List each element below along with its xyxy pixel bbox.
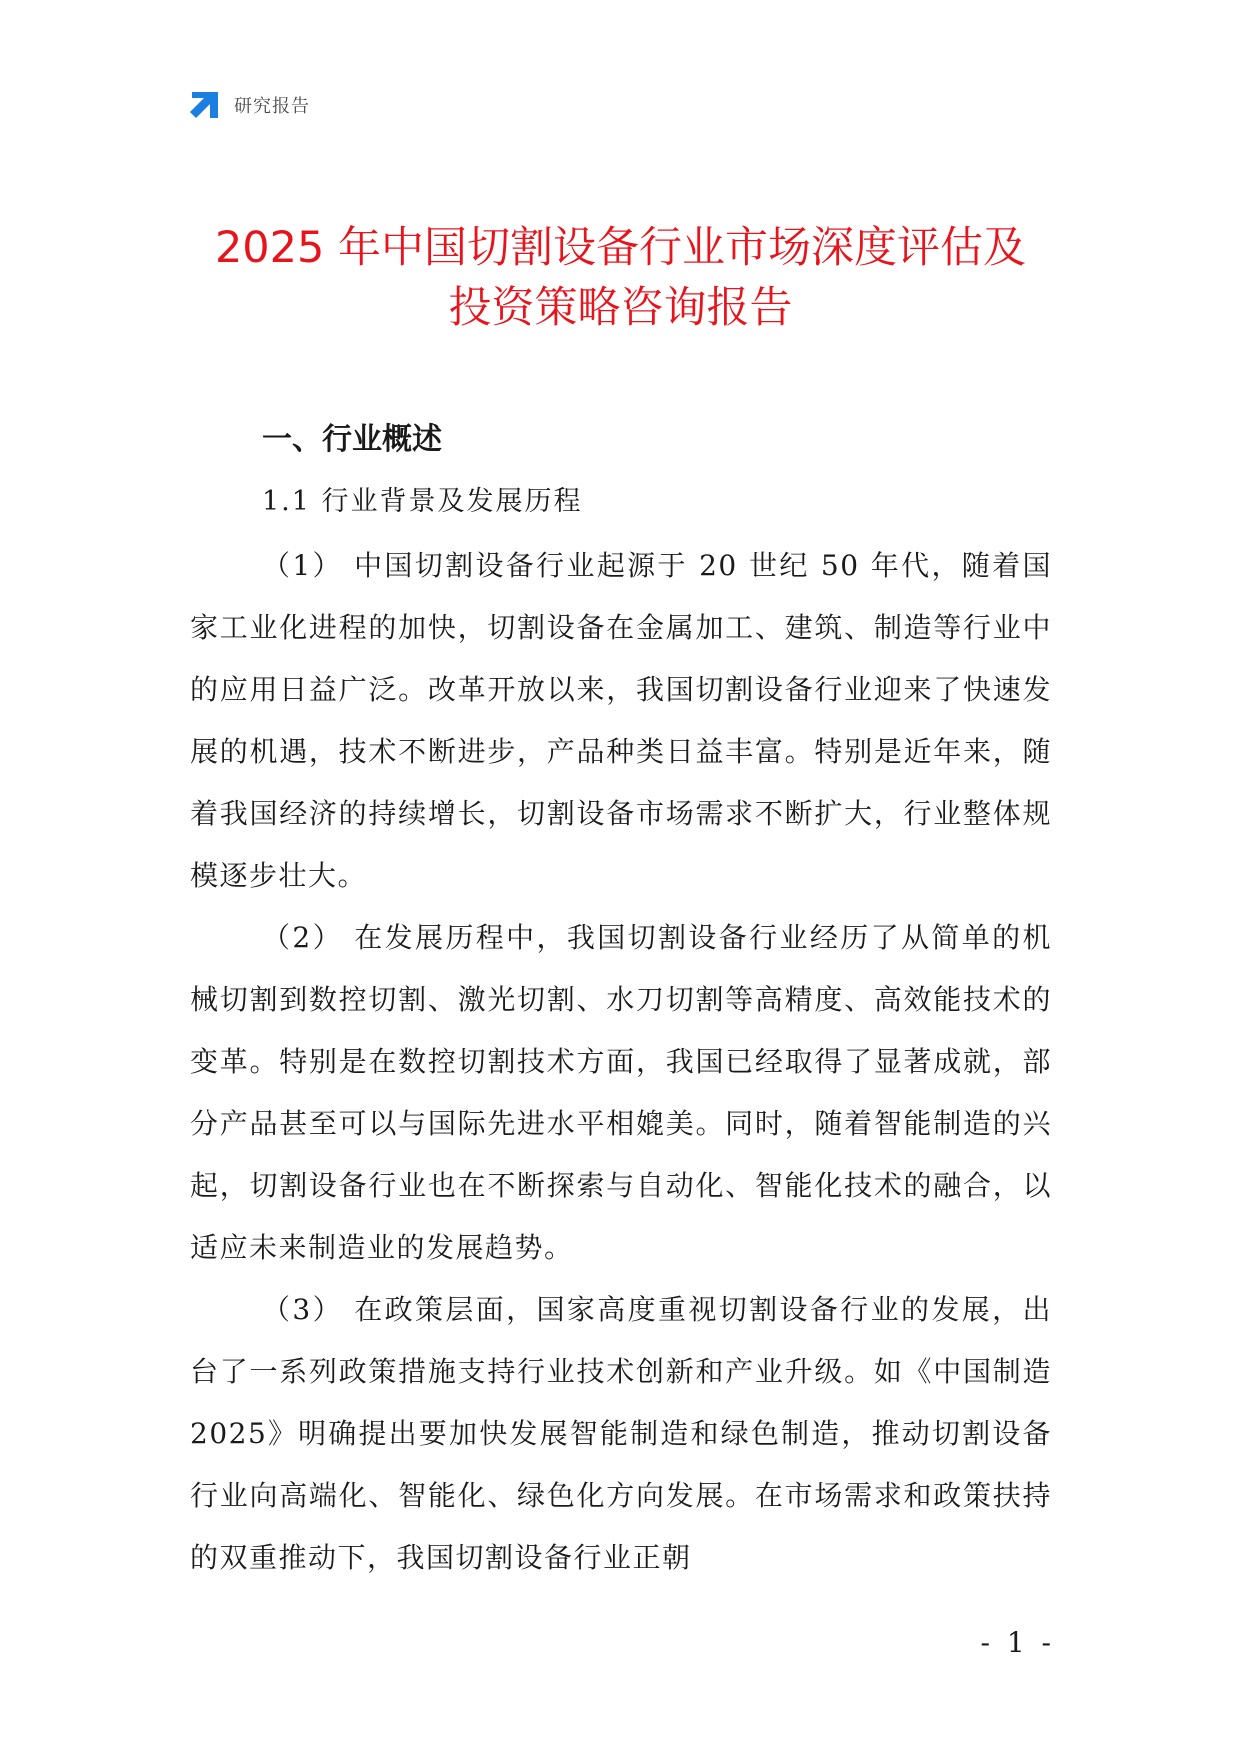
paragraph-2: （2） 在发展历程中，我国切割设备行业经历了从简单的机械切割到数控切割、激光切割、水刀切割等高精度、高效能技术的变革。特别是在数控切割技术方面，我国已经取得了显著成就，部分产品甚至可以与国际先进水平相媲美。同时，随着智能制造的兴起，切割设备行业也在不断探索与自动化、智能化技术的融合，以适应未来制造业的发展趋势。 [190,921,1052,1264]
page-number: - 1 - [980,1626,1055,1659]
paragraph-1: （1） 中国切割设备行业起源于 20 世纪 50 年代，随着国家工业化进程的加快，切割设备在金属加工、建筑、制造等行业中的应用日益广泛。改革开放以来，我国切割设备行业迎来了快速发展的机遇，技术不断进步，产品种类日益丰富。特别是近年来，随着我国经济的持续增长，切割设备市场需求不断扩大，行业整体规模逐步壮大。 [190,549,1052,892]
arrow-up-right-icon [188,88,222,122]
paragraph-3: （3） 在政策层面，国家高度重视切割设备行业的发展，出台了一系列政策措施支持行业技术创新和产业升级。如《中国制造 2025》明确提出要加快发展智能制造和绿色制造，推动切割设备行业向高端化、智能化、绿色化方向发展。在市场需求和政策扶持的双重推动下，我国切割设备行业正朝 [190,1293,1052,1574]
title-line-1: 2025 年中国切割设备行业市场深度评估及 [214,223,1027,273]
document-body [190,415,1052,1589]
report-title [0,218,1241,338]
header-label: 研究报告 [234,96,310,117]
section-heading: 一、行业概述 [262,422,442,457]
title-line-2: 投资策略咨询报告 [448,283,793,333]
report-header [188,88,310,122]
subsection-heading: 1.1 行业背景及发展历程 [262,486,583,517]
